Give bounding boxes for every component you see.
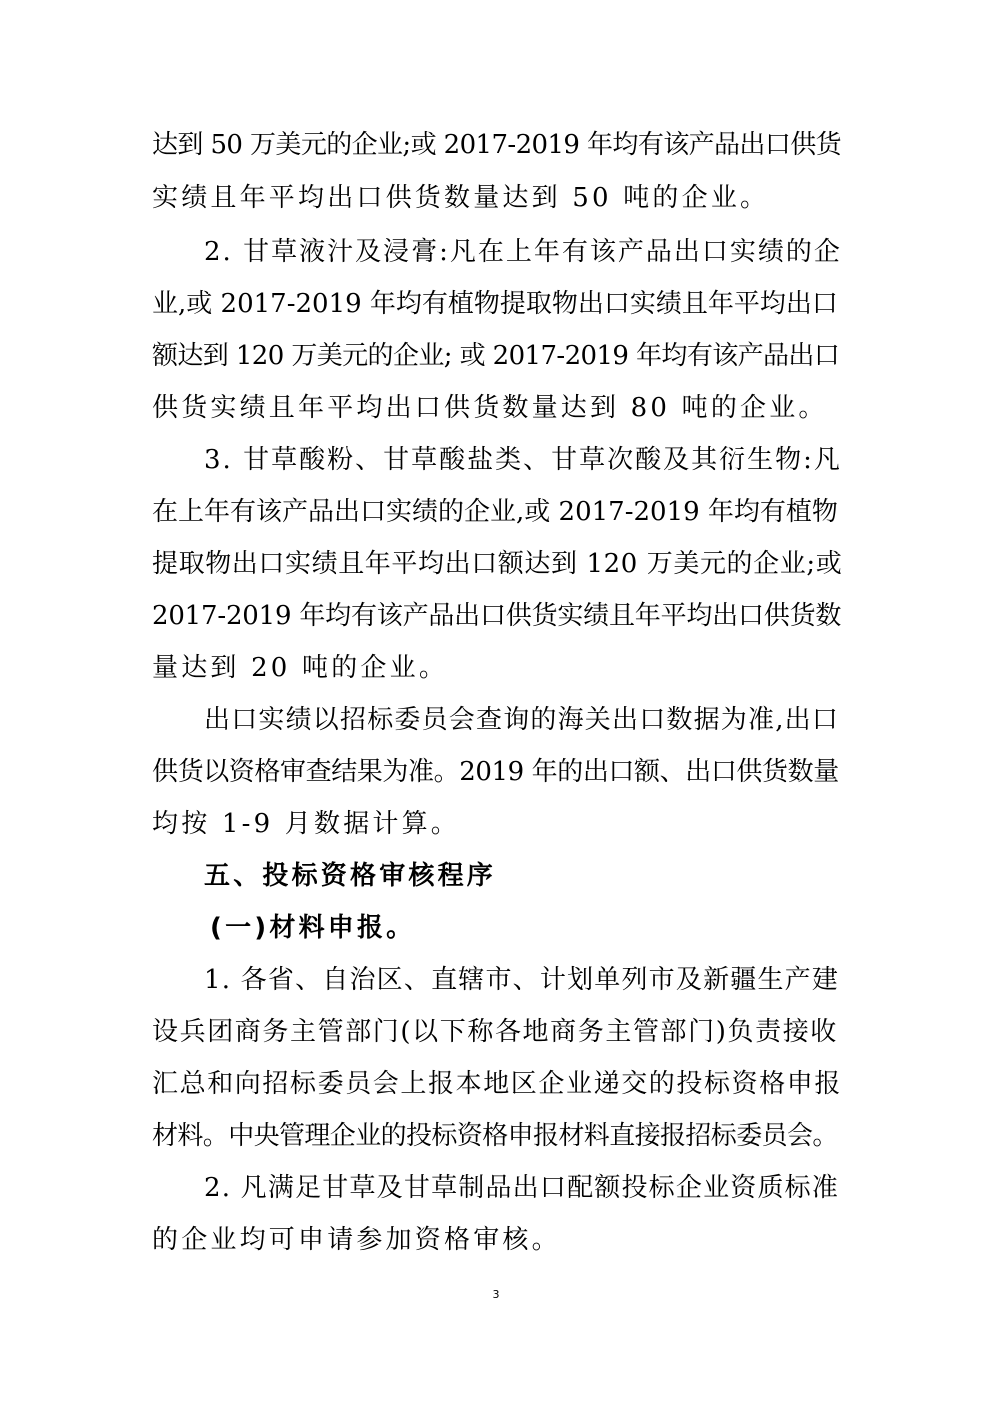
text-line: 在上年有该产品出口实绩的企业,或 2017-2019 年均有植物 [152,497,838,527]
subsection-heading: (一)材料申报。 [210,913,416,943]
text-line: 达到 50 万美元的企业;或 2017-2019 年均有该产品出口供货 [152,130,842,160]
text-line: 出口实绩以招标委员会查询的海关出口数据为准,出口 [204,705,840,735]
text-line: 均按 1-9 月数据计算。 [152,809,460,839]
text-line: 供货实绩且年平均出口供货数量达到 80 吨的企业。 [152,393,828,423]
text-line: 量达到 20 吨的企业。 [152,653,449,683]
text-line: 的企业均可申请参加资格审核。 [152,1225,561,1255]
text-line: 3. 甘草酸粉、甘草酸盐类、甘草次酸及其衍生物:凡 [204,445,842,475]
section-heading: 五、投标资格审核程序 [204,861,497,891]
text-line: 2. 甘草液汁及浸膏:凡在上年有该产品出口实绩的企 [204,237,842,267]
text-line: 额达到 120 万美元的企业; 或 2017-2019 年均有该产品出口 [152,341,840,371]
page-number: 3 [492,1288,500,1301]
text-line: 1. 各省、自治区、直辖市、计划单列市及新疆生产建 [204,965,840,995]
text-line: 实绩且年平均出口供货数量达到 50 吨的企业。 [152,183,770,213]
text-line: 提取物出口实绩且年平均出口额达到 120 万美元的企业;或 [152,549,843,579]
text-line: 业,或 2017-2019 年均有植物提取物出口实绩且年平均出口 [152,289,838,319]
text-line: 设兵团商务主管部门(以下称各地商务主管部门)负责接收 [152,1017,838,1047]
text-line: 供货以资格审查结果为准。2019 年的出口额、出口供货数量 [152,757,839,787]
text-line: 2017-2019 年均有该产品出口供货实绩且年平均出口供货数 [152,601,842,631]
text-line: 材料。中央管理企业的投标资格申报材料直接报招标委员会。 [152,1121,838,1151]
text-line: 汇总和向招标委员会上报本地区企业递交的投标资格申报 [152,1069,843,1099]
text-line: 2. 凡满足甘草及甘草制品出口配额投标企业资质标准 [204,1173,840,1203]
